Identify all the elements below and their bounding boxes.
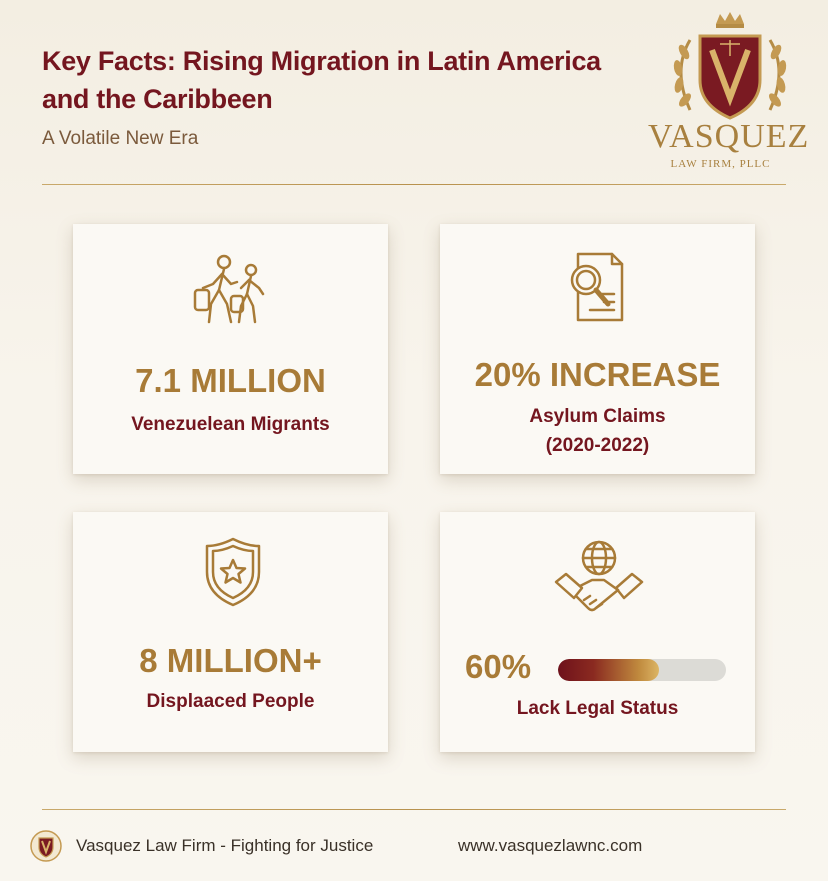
stat-value: 8 MILLION+ — [139, 642, 322, 679]
walking-migrants-icon — [191, 254, 273, 326]
stat-label-line1: Asylum Claims — [529, 406, 666, 427]
legal-status-progress-bar — [558, 659, 726, 681]
stat-value: 20% INCREASE — [474, 356, 721, 393]
logo-firm-subtitle: LAW FIRM, PLLC — [670, 158, 771, 170]
fact-card-displaced-people — [73, 512, 388, 752]
page-subtitle: A Volatile New Era — [42, 128, 199, 149]
shield-star-icon — [203, 536, 263, 608]
stat-value: 60% — [465, 648, 532, 685]
fact-card-asylum-claims — [440, 224, 755, 474]
fact-card-legal-status — [440, 512, 755, 752]
footer-website-link[interactable]: www.vasquezlawnc.com — [458, 836, 643, 855]
page-title: Key Facts: Rising Migration in Latin America and the Caribbeen — [42, 46, 601, 114]
stat-label: Lack Legal Status — [516, 698, 679, 719]
stat-value: 7.1 MILLION — [135, 362, 326, 399]
stat-label: Venezuelean Migrants — [131, 414, 330, 435]
footer-divider — [42, 809, 786, 810]
stat-label-line2: (2020-2022) — [545, 435, 650, 456]
fact-card-venezuelan-migrants — [73, 224, 388, 474]
logo-firm-name: VASQUEZ — [648, 118, 810, 155]
footer-tagline: Vasquez Law Firm - Fighting for Justice — [76, 836, 374, 855]
law-firm-crest-small-logo — [30, 830, 62, 862]
progress-fill — [558, 659, 659, 681]
document-search-icon — [560, 250, 636, 326]
header-divider — [42, 184, 786, 185]
stat-label: Displaaced People — [146, 691, 315, 712]
globe-handshake-icon — [552, 538, 646, 618]
